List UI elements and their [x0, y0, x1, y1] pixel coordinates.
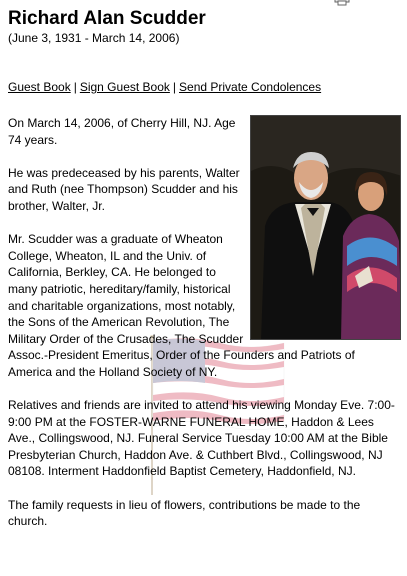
- printer-icon[interactable]: [334, 0, 350, 6]
- obituary-paragraph: On March 14, 2006, of Cherry Hill, NJ. Age 74 years.: [8, 116, 236, 147]
- obituary-paragraph: He was predeceased by his parents, Walter and Ruth (nee Thompson) Scudder and his brother, Walter, Jr.: [8, 165, 240, 213]
- link-separator: |: [73, 80, 77, 94]
- sign-guest-book-link[interactable]: Sign Guest Book: [79, 80, 170, 94]
- obituary-body: [8, 115, 397, 546]
- guest-book-links: [8, 80, 321, 95]
- obituary-paragraph: The family requests in lieu of flowers, contributions be made to the church.: [8, 497, 361, 529]
- page-title: Richard Alan Scudder: [8, 8, 206, 29]
- life-dates: (June 3, 1931 - March 14, 2006): [8, 31, 180, 45]
- obituary-paragraph: Mr. Scudder was a graduate of Wheaton College, Wheaton, IL and the Univ. of California, Berkley, CA. He belonged to many patriotic, hereditary/family, historical and charitable organizations, most notably, the Sons of the American Revolution, The Military Order of the Crusades, The Scudder Assoc.-President Emeritus, Order of the Founders and Patriots of America and the Holland Society of NY.: [8, 232, 355, 379]
- link-separator: |: [172, 80, 177, 94]
- guest-book-link[interactable]: Guest Book: [8, 80, 71, 94]
- portrait-photo: [250, 115, 401, 340]
- send-condolences-link[interactable]: Send Private Condolences: [179, 80, 322, 94]
- obituary-paragraph: Relatives and friends are invited to attend his viewing Monday Eve. 7:00-9:00 PM at the FOSTER-WARNE FUNERAL HOME, Haddon & Lees Ave., Collingswood, NJ. Funeral Service Tuesday 10:00 AM at the Bible Presbyterian Church, Haddon Ave. & Cuthbert Blvd., Collingswood, NJ 08108. Interment Haddonfield Baptist Cemetery, Haddonfield, NJ.: [8, 398, 395, 479]
